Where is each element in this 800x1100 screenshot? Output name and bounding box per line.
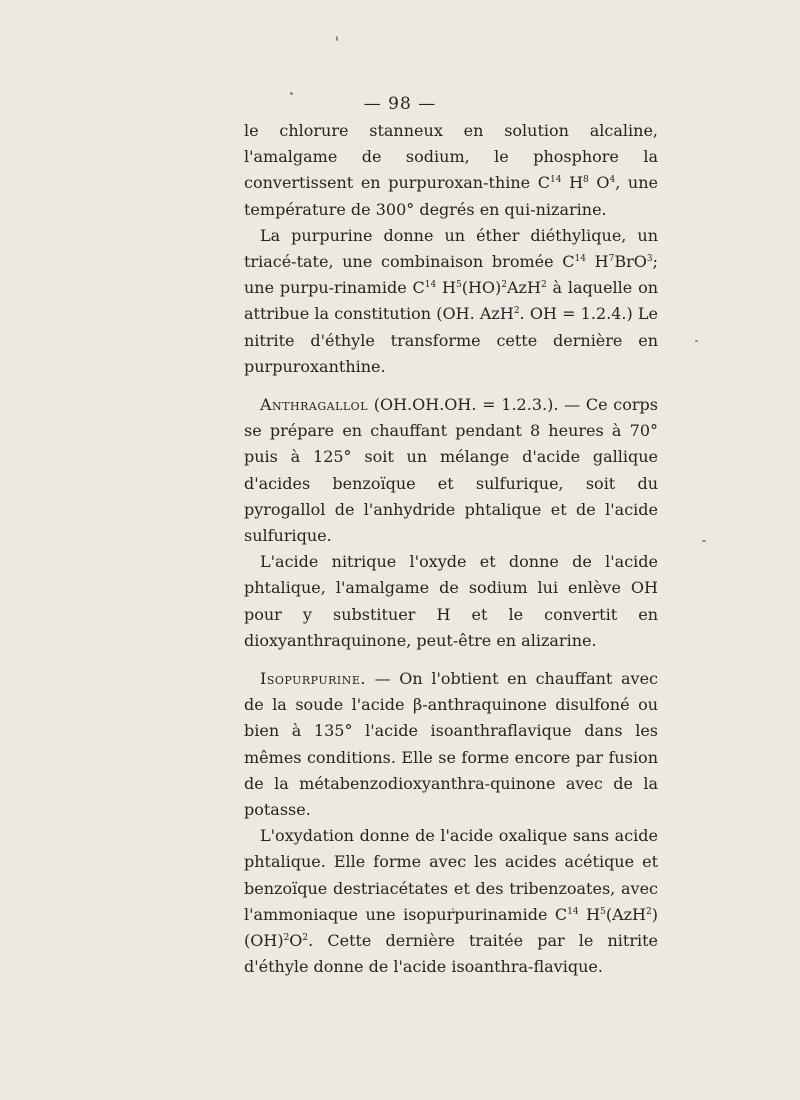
superscript: 2 xyxy=(540,280,547,291)
superscript: 2 xyxy=(501,280,507,291)
superscript: 5 xyxy=(455,280,462,291)
text-run: . OH = 1.2.4.) Le nitrite d'éthyle transforme cette dernière en purpuroxanthine. xyxy=(244,304,658,376)
paragraph xyxy=(244,392,658,549)
text-run: le chlorure stanneux en solution alcaline, l'amalgame de sodium, le phosphore la convertissent en purpuroxan-thine C xyxy=(244,121,658,193)
text-run: H xyxy=(436,278,456,298)
text-run: (HO) xyxy=(461,278,502,298)
superscript: 14 xyxy=(550,175,562,186)
text-run: La purpurine donne un éther diéthylique, un triacé-tate, une combinaison bromée C xyxy=(244,225,658,272)
superscript: 14 xyxy=(567,906,579,917)
text-run: H xyxy=(561,173,584,193)
superscript: 14 xyxy=(574,254,586,265)
text-run: )(OH) xyxy=(244,904,658,951)
text-run: H xyxy=(585,252,609,272)
superscript: 3 xyxy=(646,254,653,265)
body-text xyxy=(244,118,658,981)
superscript: 2 xyxy=(302,933,309,944)
superscript: 14 xyxy=(424,280,437,291)
section-heading: Anthragallol xyxy=(260,395,368,415)
text-run: (AzH xyxy=(605,904,647,924)
superscript: 4 xyxy=(609,175,616,186)
text-run: BrO xyxy=(614,252,647,272)
paragraph xyxy=(244,666,658,823)
section-heading: Isopurpurine. xyxy=(260,669,366,689)
text-run: L'oxydation donne de l'acide oxalique sans acide phtalique. Elle forme avec les acides acétique et benzoïque destriacétates et des tribenzoates, avec l'ammoniaque une isopurpurinamide C xyxy=(244,826,658,924)
paragraph xyxy=(244,223,658,380)
text-run: . Cette dernière traitée par le nitrite d'éthyle donne de l'acide isoanthra-flavique. xyxy=(244,931,658,977)
text-run: AzH xyxy=(507,278,541,298)
paper-speck xyxy=(695,340,698,342)
text-run: — On l'obtient en chauffant avec de la soude l'acide β-anthraquinone disulfoné ou bien à 135° l'acide isoanthraflavique dans les mêmes conditions. Elle se forme encore par fusion de la métabenzodioxyanthra-quinone avec de la potasse. xyxy=(244,669,658,820)
superscript: 2 xyxy=(513,306,520,317)
superscript: 2 xyxy=(646,906,652,917)
text-run: à laquelle on attribue la constitution (OH. AzH xyxy=(244,278,659,324)
superscript: 7 xyxy=(608,254,615,265)
superscript: 5 xyxy=(600,906,606,917)
paragraph xyxy=(244,118,658,223)
paragraph xyxy=(244,549,658,654)
text-run: H xyxy=(578,904,601,924)
paper-speck xyxy=(336,36,338,41)
paper-speck xyxy=(702,540,706,542)
superscript: 2 xyxy=(283,933,290,944)
superscript: 8 xyxy=(583,175,589,186)
text-run: O xyxy=(289,931,303,951)
paragraph xyxy=(244,823,658,980)
text-run: O xyxy=(588,173,610,193)
text-run: L'acide nitrique l'oxyde et donne de l'acide phtalique, l'amalgame de sodium lui enlève OH pour y substituer H et le convertit en dioxyanthraquinone, peut-être en alizarine. xyxy=(244,552,658,650)
text-run: , une température de 300° degrés en qui-nizarine. xyxy=(244,173,659,219)
text-run: ; une purpu-rinamide C xyxy=(244,252,658,298)
page-number: — 98 — xyxy=(363,94,437,114)
text-run: (OH.OH.OH. = 1.2.3.). — Ce corps se prépare en chauffant pendant 8 heures à 70° puis à 125° soit un mélange d'acide gallique d'acides benzoïque et sulfurique, soit du pyrogallol de l'anhydride phtalique et de l'acide sulfurique. xyxy=(244,395,658,546)
